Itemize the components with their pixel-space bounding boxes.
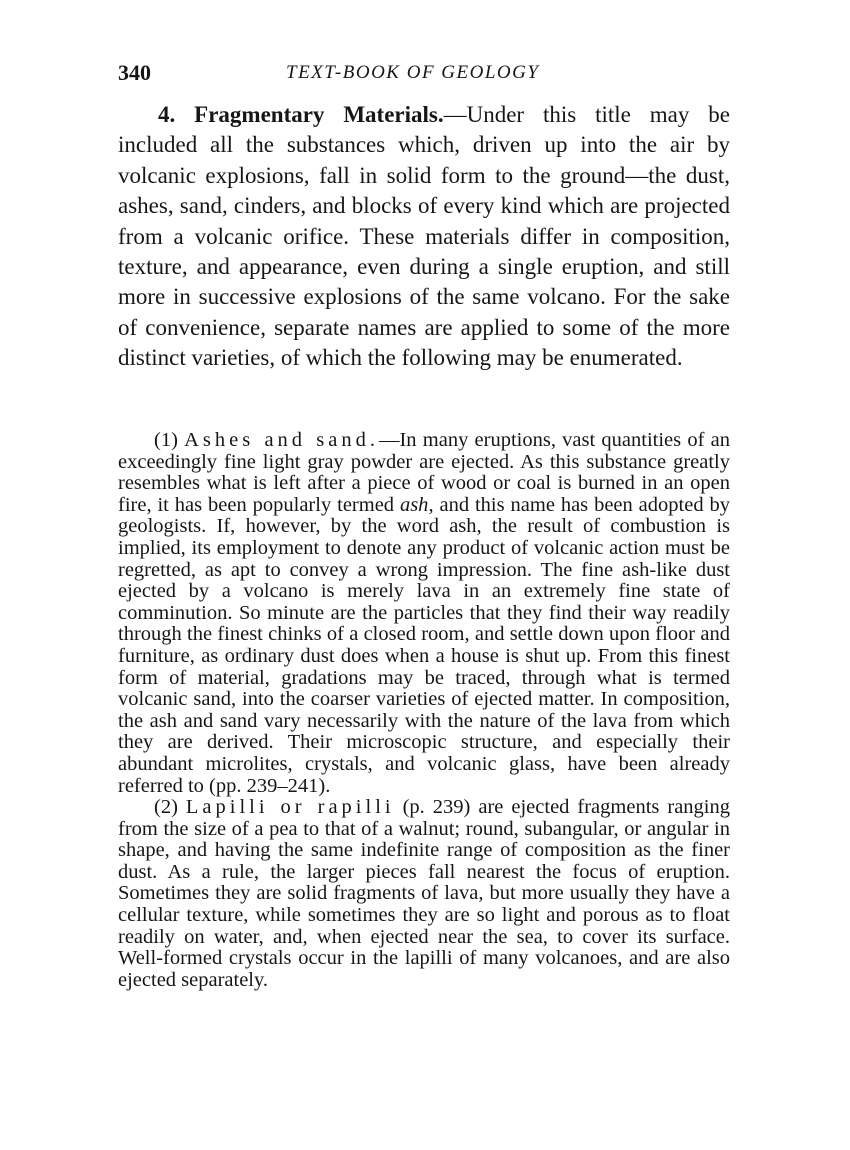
paragraph-ashes-and-sand (118, 430, 730, 797)
page-number: 340 (118, 60, 151, 85)
section-heading: 4. Fragmentary Materials. (158, 102, 444, 127)
section-text: —Under this title may be included all the substances which, driven up into the air by volcanic explosions, fall in solid form to the ground—the dust, ashes, sand, cinders, and blocks of every kind which are projected from a volcanic orifice. These materials differ in composition, texture, and appearance, even during a single eruption, and still more in successive explosions of the same volcano. For the sake of convenience, separate names are applied to some of the more distinct varieties, of which the following may be enumerated. (118, 102, 730, 371)
subsection-number: (2) (154, 796, 178, 819)
section-body (118, 100, 730, 374)
subsection-text: —In many eruptions, vast quantities of an exceedingly fine light gray powder are ejected. As this substance greatly resembles what is left after a piece of wood or coal is burned in an open fire, it has been popularly termed (118, 429, 730, 516)
running-title: TEXT-BOOK OF GEOLOGY (286, 62, 540, 83)
paragraph-lapilli (118, 797, 730, 991)
section-paragraph (118, 100, 730, 374)
subsection-term: Ashes and sand. (184, 429, 379, 451)
running-head (118, 60, 738, 90)
subsections (118, 430, 730, 991)
subsection-term: Lapilli or rapilli (185, 796, 395, 819)
subsection-number: (1) (154, 429, 178, 451)
subsection-text: (p. 239) are ejected fragments ranging from the size of a pea to that of a walnut; round, subangular, or angular in shape, and having the same indefinite range of composition as the finer dust. As a rule, the larger pieces fall nearest the focus of eruption. Sometimes they are solid fragments of lava, but more usually they have a cellular texture, while sometimes they are so light and porous as to float readily on water, and, when ejected near the sea, to cover its surface. Well-formed crystals occur in the lapilli of many volcanoes, and are also ejected separately. (118, 796, 730, 991)
italic-term: ash (399, 493, 429, 516)
subsection-text: , and this name has been adopted by geologists. If, however, by the word ash, the result of combustion is implied, its employment to denote any product of volcanic action must be regretted, as apt to convey a wrong impression. The fine ash-like dust ejected by a volcano is merely lava in an extremely fine state of comminution. So minute are the particles that they find their way readily through the finest chinks of a closed room, and settle down upon floor and furniture, as ordinary dust does when a house is shut up. From this finest form of material, gradations may be traced, through what is termed volcanic sand, into the coarser varieties of ejected matter. In composition, the ash and sand vary necessarily with the nature of the lava from which they are derived. Their microscopic structure, and especially their abundant microlites, crystals, and volcanic glass, have been already referred to (pp. 239–241). (118, 493, 730, 797)
